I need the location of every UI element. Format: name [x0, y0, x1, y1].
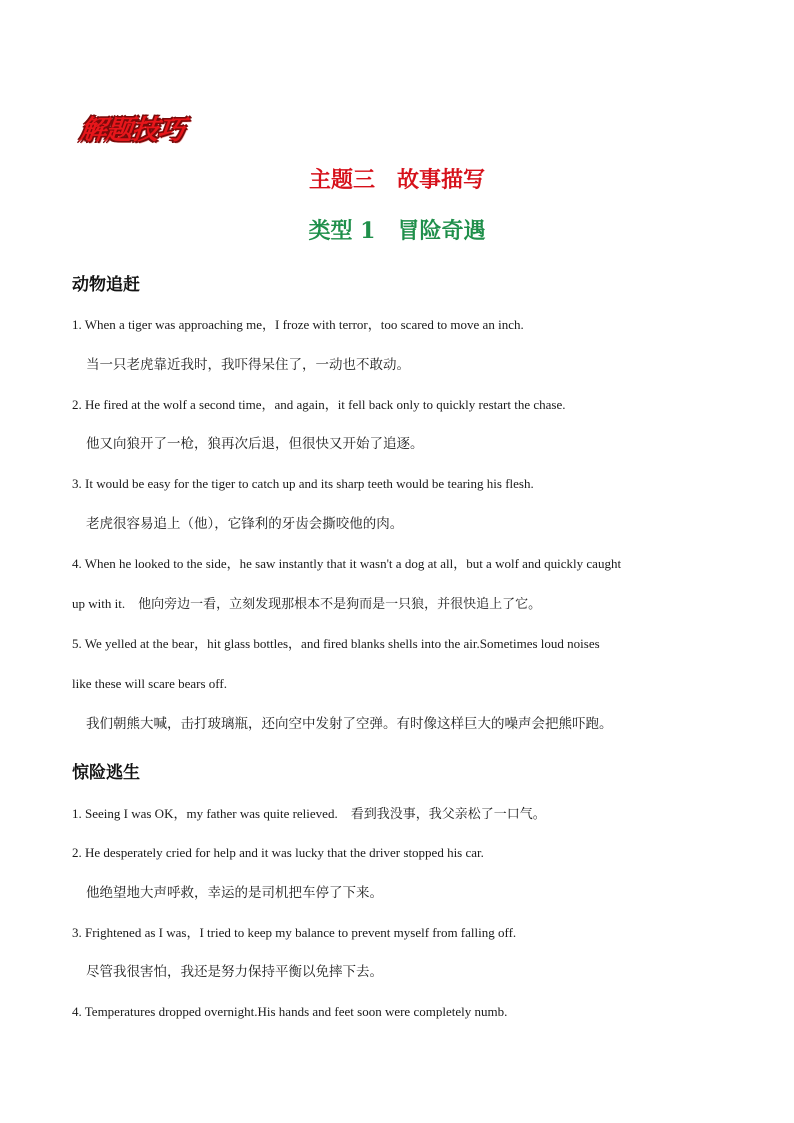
- sentence-english: 2. He desperately cried for help and it was lucky that the driver stopped his car.: [72, 845, 484, 860]
- sentence-english-continued: like these will scare bears off.: [72, 676, 227, 691]
- sentence-chinese: 他又向狼开了一枪，狼再次后退，但很快又开始了追逐。: [86, 436, 424, 452]
- sentence-english: 3. Frightened as I was，I tried to keep my balance to prevent myself from falling off.: [72, 925, 517, 940]
- sentence-chinese: 老虎很容易追上（他），它锋利的牙齿会撕咬他的肉。: [86, 516, 404, 532]
- sentence-english: 4. Temperatures dropped overnight.His hands and feet soon were completely numb.: [72, 1004, 508, 1019]
- section-heading-animal-chase: 动物追赶: [72, 275, 140, 295]
- sentence-chinese: 当一只老虎靠近我时，我吓得呆住了，一动也不敢动。: [86, 357, 410, 373]
- sentence-english-continued: up with it. 他向旁边一看，立刻发现那根本不是狗而是一只狼，并很快追上了它。: [72, 596, 542, 611]
- sentence-english: 1. When a tiger was approaching me，I froze with terror，too scared to move an inch.: [72, 317, 524, 332]
- sentence-english: 3. It would be easy for the tiger to catch up and its sharp teeth would be tearing his flesh.: [72, 476, 534, 491]
- sentence-chinese: 尽管我很害怕，我还是努力保持平衡以免摔下去。: [86, 964, 383, 980]
- sentence-english: 2. He fired at the wolf a second time，and again，it fell back only to quickly restart the chase.: [72, 397, 566, 412]
- sentence-chinese: 他绝望地大声呼救，幸运的是司机把车停了下来。: [86, 885, 383, 901]
- section-heading-narrow-escape: 惊险逃生: [72, 763, 140, 783]
- sentence-english: 1. Seeing I was OK，my father was quite relieved. 看到我没事，我父亲松了一口气。: [72, 806, 546, 821]
- sentence-english: 5. We yelled at the bear，hit glass bottles，and fired blanks shells into the air.Sometimes loud noises: [72, 636, 600, 651]
- topic-title: 主题三 故事描写: [308, 167, 485, 193]
- type-subtitle: 类型 1 冒险奇遇: [308, 218, 486, 244]
- technique-logo: 解题技巧: [78, 115, 186, 146]
- sentence-english: 4. When he looked to the side，he saw instantly that it wasn't a dog at all，but a wolf and quickly caught: [72, 556, 622, 571]
- sentence-chinese: 我们朝熊大喊，击打玻璃瓶，还向空中发射了空弹。有时像这样巨大的噪声会把熊吓跑。: [86, 716, 613, 732]
